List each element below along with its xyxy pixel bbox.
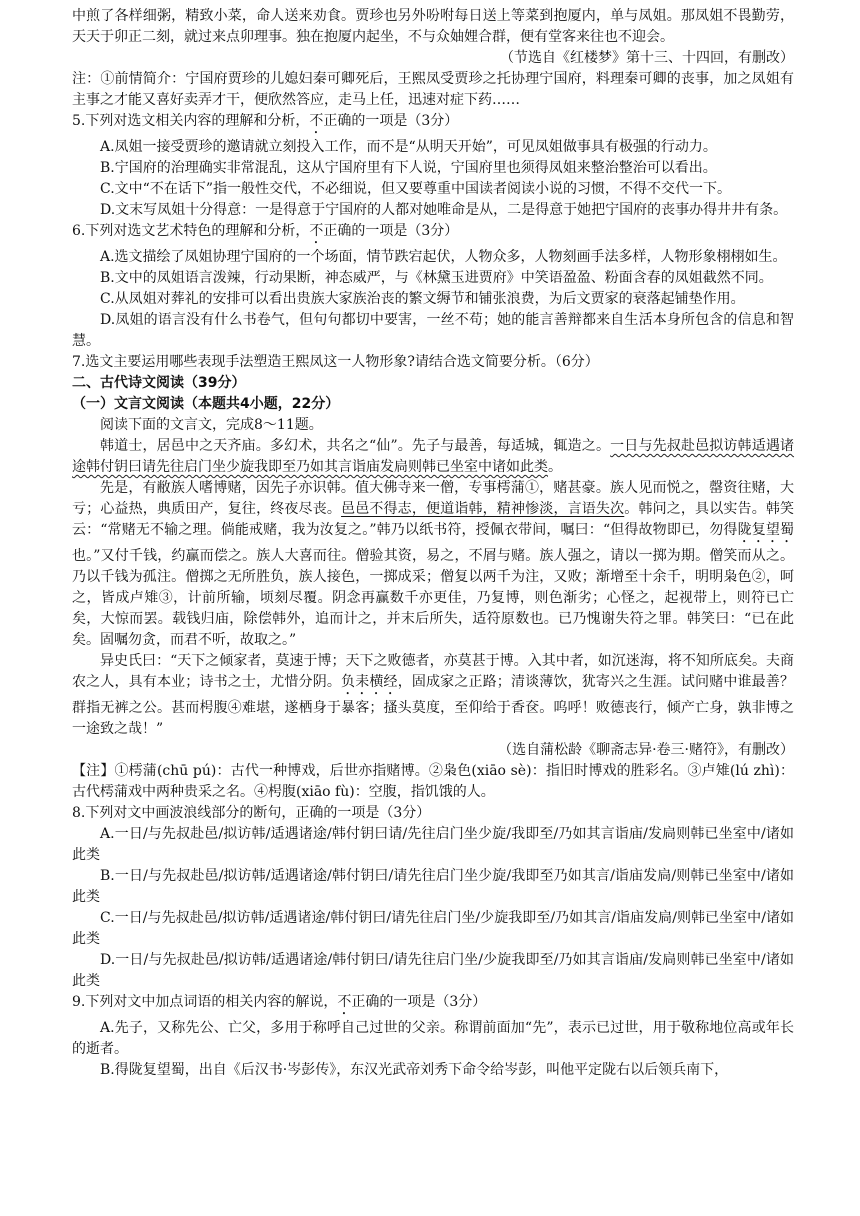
- passage-source: （选自蒲松龄《聊斋志异·卷三·赌符》，有删改）: [498, 742, 794, 758]
- q9-stem: 9.下列对文中加点词语的相关内容的解说，不正确的一项是（3分）: [72, 994, 487, 1010]
- q6-option-a[interactable]: A.选文描绘了凤姐协理宁国府的一个场面，情节跌宕起伏，人物众多，人物刻画手法多样，人物形象栩栩如生。: [100, 249, 787, 265]
- q5-option-d[interactable]: D.文末写凤姐十分得意：一是得意于宁国府的人都对她唯命是从，二是得意于她把宁国府的丧事办得井井有条。: [100, 202, 788, 218]
- novel-source: （节选自《红楼梦》第十三、十四回，有删改）: [500, 50, 794, 66]
- q7-stem: 7.选文主要运用哪些表现手法塑造王熙凤这一人物形象?请结合选文简要分析。（6分）: [72, 354, 599, 370]
- q6-stem: 6.下列对选文艺术特色的理解和分析，不正确的一项是（3分）: [72, 223, 459, 239]
- dotted-phrase-fuleihengjing: 负耒横经: [341, 674, 398, 690]
- dotted-phrase-delongwangshu: 陇复望蜀: [737, 522, 794, 538]
- q6-option-b[interactable]: B.文中的凤姐语言泼辣，行动果断，神态威严，与《林黛玉进贾府》中笑语盈盈、粉面含春的凤姐截然不同。: [100, 270, 773, 286]
- novel-note: 注：①前情简介：宁国府贾珍的儿媳妇秦可卿死后，王熙凤受贾珍之托协理宁国府，料理秦可卿的丧事，加之凤姐有主事之才能又喜好卖弄才干，便欣然答应，走马上任，迅速对症下药……: [72, 71, 794, 108]
- q5-option-c[interactable]: C.文中“不在话下”指一般性交代，不必细说，但又要尊重中国读者阅读小说的习惯，不得不交代一下。: [100, 181, 731, 197]
- novel-excerpt-ending: 中煎了各样细粥，精致小菜，命人送来劝食。贾珍也另外吩咐每日送上等菜到抱厦内，单与凤姐。那凤姐不畏勤劳，天天于卯正二刻，就过来点卯理事。独在抱厦内起坐，不与众妯娌合群，便有堂客来往也不迎会。: [72, 8, 794, 45]
- q5-option-b[interactable]: B.宁国府的治理确实非常混乱，这从宁国府里有下人说，宁国府里也须得凤姐来整治整治可以看出。: [100, 160, 717, 176]
- passage-paragraph-2: 先是，有敝族人嗜博赌，因先子亦识韩。值大佛寺来一僧，专事樗蒲①，赌甚豪。族人见而悦之，罄资往赌，大亏；心益热，典质田产，复往，终夜尽丧。邑邑不得志，便道诣韩，精神惨淡，言语失次。韩问之，具以实告。韩笑云：“常赌无不输之理。倘能戒赌，我为汝复之。”韩乃以纸书符，授佩衣带间，嘱曰：“但得故物即已，勿得陇复望蜀也。”又付千钱，约赢而偿之。族人大喜而往。僧验其资，易之，不屑与赌。族人强之，请以一掷为期。僧笑而从之。乃以千钱为孤注。僧掷之无所胜负，族人接色，一掷成采；僧复以两千为注，又败；渐增至十余千，明明枭色②，呵之，皆成卢雉③，计前所输，顷刻尽覆。阴念再赢数千亦更佳，乃复博，则色渐劣；心怪之，起视带上，则符已亡矣，大惊而罢。载钱归庙，除偿韩外，追而计之，并末后所失，适符原数也。已乃愧谢失符之罪。韩笑曰：“已在此矣。固嘱勿贪，而君不听，故取之。”: [72, 480, 795, 648]
- subsection-heading: （一）文言文阅读（本题共4小题，22分）: [72, 396, 340, 412]
- section-heading: 二、古代诗文阅读（39分）: [72, 375, 246, 391]
- q9-option-a[interactable]: A.先子，又称先公、亡父，多用于称呼自己过世的父亲。称谓前面加“先”，表示已过世，用于敬称地位高或年长的逝者。: [72, 1020, 794, 1057]
- passage-notes: 【注】①樗蒲(chū pú)：古代一种博戏，后世亦指赌博。②枭色(xiāo sè)：指旧时博戏的胜彩名。③卢雉(lú zhì)：古代樗蒲戏中两种贵采之名。④枵腹(xiāo fù)：空腹，指饥饿的人。: [72, 763, 794, 800]
- q6-option-d[interactable]: D.凤姐的语言没有什么书卷气，但句句都切中要害，一丝不苟；她的能言善辩都来自生活本身所包含的信息和智慧。: [72, 312, 794, 349]
- q8-option-c[interactable]: C.一日/与先叔赴邑/拟访韩/适遇诸途/韩付钥曰/请先往启门坐/少旋我即至/乃如其言/诣庙发扃/则韩已坐室中/诸如此类: [72, 910, 794, 947]
- wavy-underlined-sentence: 一日与先叔赴邑拟访韩适遇诸途韩付钥曰请先往启门坐少旋我即至乃如其言诣庙发扃则韩已坐室中诸如此类: [72, 438, 795, 475]
- q5-stem: 5.下列对选文相关内容的理解和分析，不正确的一项是（3分）: [72, 113, 459, 129]
- reading-instruction: 阅读下面的文言文，完成8～11题。: [100, 417, 323, 433]
- passage-paragraph-3: 异史氏曰：“天下之倾家者，莫速于博；天下之败德者，亦莫甚于博。入其中者，如沉迷海，将不知所底矣。夫商农之人，具有本业；诗书之士，尤惜分阴。负耒横经，固成家之正路；清谈薄饮，犹寄兴之生涯。试问赌中谁最善？群指无裤之公。甚而枵腹④难堪，遂栖身于暴客；搔头莫度，至仰给于香奁。呜呼！败德丧行，倾产亡身，孰非博之一途致之哉！”: [72, 653, 795, 737]
- underlined-sentence: 邑邑不得志，便道诣韩，精神惨淡，言语失次: [341, 501, 625, 517]
- q8-option-b[interactable]: B.一日/与先叔赴邑/拟访韩/适遇诸途/韩付钥曰/请先往启门坐少旋/我即至乃如其言/诣庙发扃/则韩已坐室中/诸如此类: [72, 868, 794, 905]
- q8-option-a[interactable]: A.一日/与先叔赴邑/拟访韩/适遇诸途/韩付钥曰请/先往启门坐少旋/我即至/乃如其言诣庙/发扃则韩已坐室中/诸如此类: [72, 826, 794, 863]
- passage-paragraph-1: 韩道士，居邑中之天齐庙。多幻术，共名之“仙”。先子与最善，每适城，辄造之。一日与先叔赴邑拟访韩适遇诸途韩付钥曰请先往启门坐少旋我即至乃如其言诣庙发扃则韩已坐室中诸如此类。: [72, 438, 795, 475]
- q8-option-d[interactable]: D.一日/与先叔赴邑/拟访韩/适遇诸途/韩付钥曰/请先往启门坐/少旋我即至/乃如其言诣庙/发扃则韩已坐室中/诸如此类: [72, 952, 794, 989]
- q8-stem: 8.下列对文中画波浪线部分的断句，正确的一项是（3分）: [72, 805, 431, 821]
- q6-option-c[interactable]: C.从凤姐对葬礼的安排可以看出贵族大家族治丧的繁文缛节和铺张浪费，为后文贾家的衰落起铺垫作用。: [100, 291, 745, 307]
- q9-option-b[interactable]: B.得陇复望蜀，出自《后汉书·岑彭传》，东汉光武帝刘秀下命令给岑彭，叫他平定陇右以后领兵南下，: [100, 1062, 729, 1078]
- q5-option-a[interactable]: A.凤姐一接受贾珍的邀请就立刻投入工作，而不是“从明天开始”，可见凤姐做事具有极强的行动力。: [100, 139, 717, 155]
